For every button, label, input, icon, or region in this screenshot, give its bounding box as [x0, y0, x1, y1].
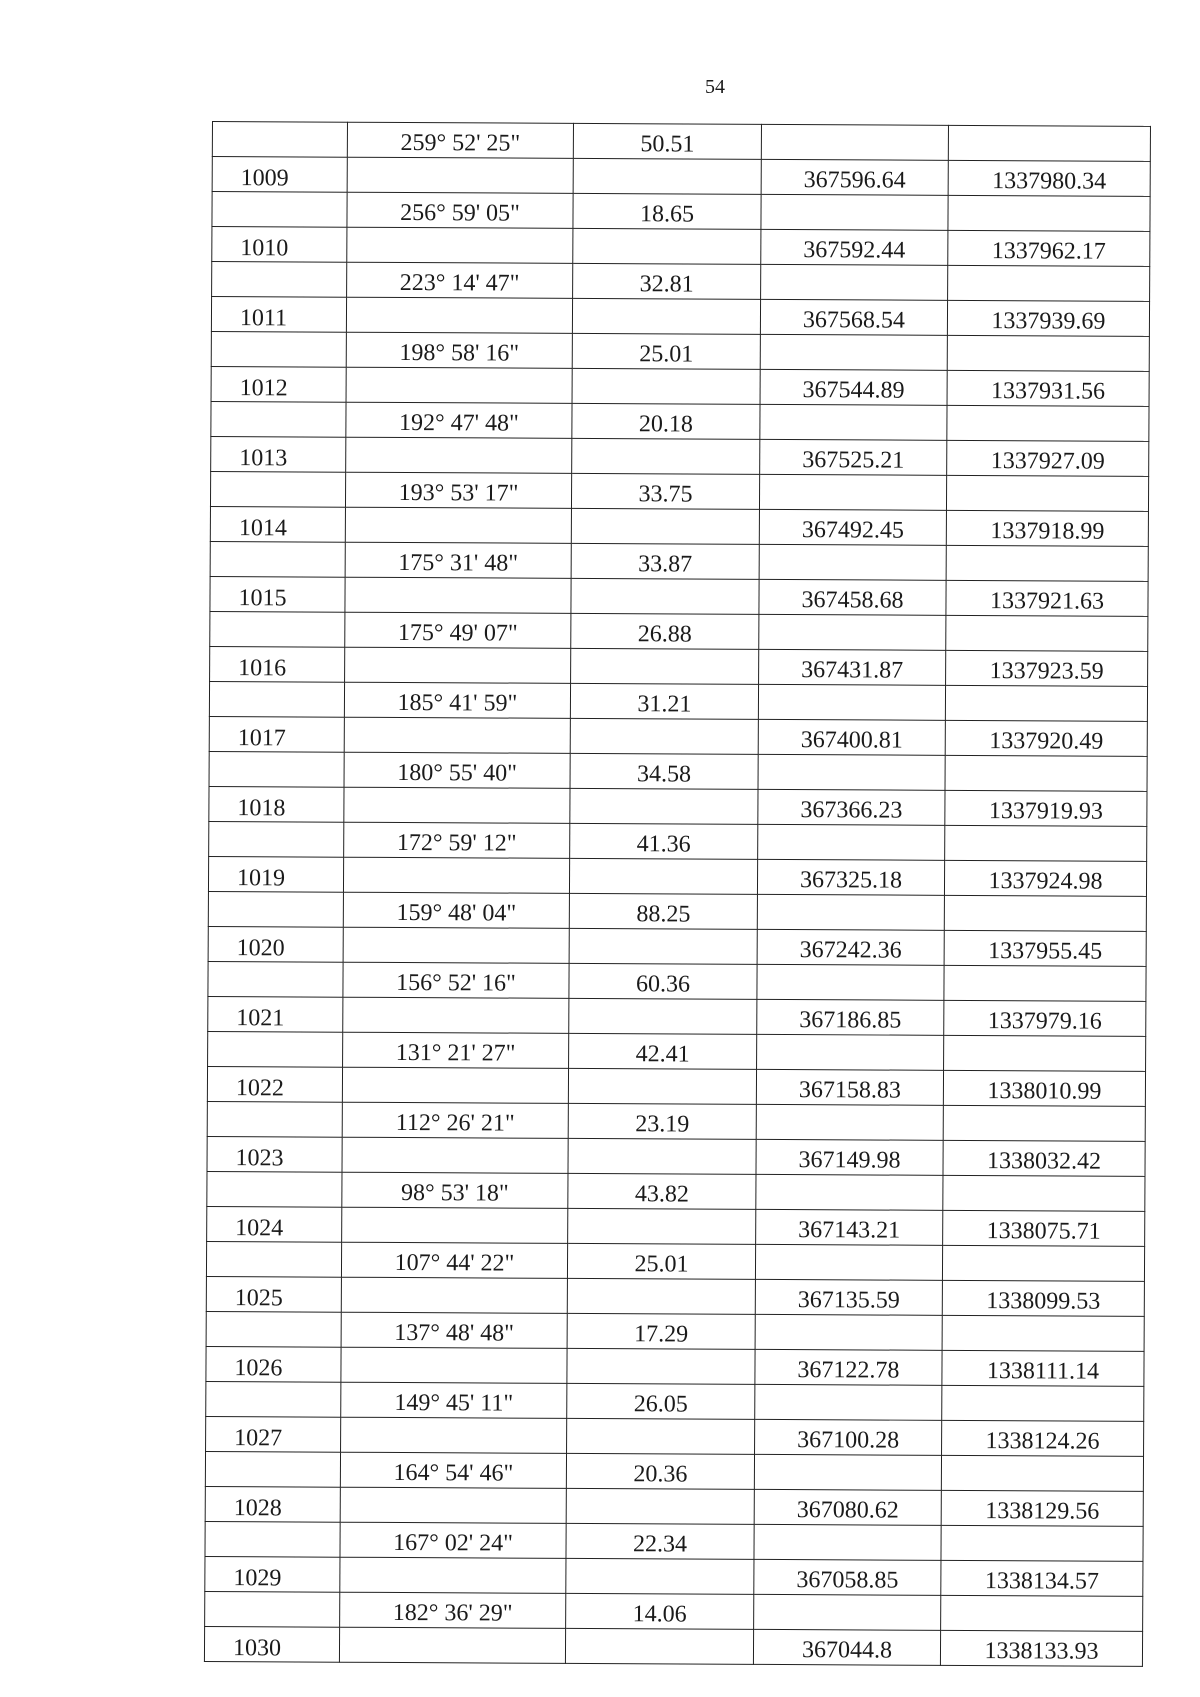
station-cell: [210, 611, 345, 647]
bearing-cell: [344, 787, 570, 823]
northing-cell: [755, 1384, 942, 1420]
northing-cell: 367143.21: [756, 1209, 943, 1245]
bearing-cell: [346, 367, 572, 403]
station-cell: 1023: [207, 1136, 342, 1172]
distance-cell: 25.01: [567, 1243, 755, 1279]
distance-cell: 22.34: [566, 1523, 754, 1559]
easting-cell: [948, 265, 1150, 301]
easting-cell: [947, 405, 1149, 441]
distance-cell: 88.25: [569, 893, 757, 929]
station-cell: [210, 541, 345, 577]
station-row: [206, 1416, 1144, 1456]
northing-cell: 367492.45: [759, 509, 946, 545]
distance-cell: [568, 1068, 756, 1104]
easting-cell: [941, 1525, 1143, 1561]
northing-cell: 367400.81: [758, 719, 945, 755]
easting-cell: [945, 685, 1147, 721]
station-cell: [206, 1241, 341, 1277]
easting-cell: [945, 755, 1147, 791]
bearing-cell: [347, 227, 573, 263]
distance-cell: [569, 858, 757, 894]
distance-cell: [573, 158, 761, 194]
easting-cell: 1337927.09: [947, 440, 1149, 476]
station-row: [205, 1556, 1143, 1596]
easting-cell: [942, 1315, 1144, 1351]
course-row: [205, 1521, 1143, 1561]
bearing-cell: 175° 49' 07": [345, 612, 571, 648]
distance-cell: [567, 1348, 755, 1384]
station-cell: 1010: [212, 227, 347, 263]
easting-cell: 1338124.26: [942, 1420, 1144, 1456]
easting-cell: 1337920.49: [945, 720, 1147, 756]
station-cell: 1029: [205, 1556, 340, 1592]
bearing-cell: 180° 55' 40": [344, 752, 570, 788]
northing-cell: [754, 1454, 941, 1490]
course-row: [208, 961, 1146, 1001]
distance-cell: 14.06: [566, 1593, 754, 1629]
station-cell: 1027: [206, 1416, 341, 1452]
bearing-cell: 107° 44' 22": [341, 1242, 567, 1278]
distance-cell: [572, 368, 760, 404]
station-cell: 1021: [208, 996, 343, 1032]
northing-cell: 367592.44: [761, 229, 948, 265]
easting-cell: [941, 1455, 1143, 1491]
station-cell: [208, 1031, 343, 1067]
easting-cell: 1337924.98: [944, 860, 1146, 896]
bearing-cell: [345, 647, 571, 683]
easting-cell: [944, 965, 1146, 1001]
northing-cell: [757, 1034, 944, 1070]
northing-cell: [759, 614, 946, 650]
distance-cell: 43.82: [568, 1173, 756, 1209]
course-row: [209, 681, 1147, 721]
distance-cell: [567, 1418, 755, 1454]
station-cell: 1019: [208, 856, 343, 892]
northing-cell: 367525.21: [760, 439, 947, 475]
distance-cell: 20.18: [572, 403, 760, 439]
station-cell: 1020: [208, 926, 343, 962]
course-row: [209, 821, 1147, 861]
distance-cell: [572, 438, 760, 474]
easting-cell: 1338010.99: [943, 1070, 1145, 1106]
station-cell: [209, 821, 344, 857]
northing-cell: 367458.68: [759, 579, 946, 615]
distance-cell: [571, 508, 759, 544]
easting-cell: 1338111.14: [942, 1350, 1144, 1386]
bearing-cell: 112° 26' 21": [342, 1102, 568, 1138]
easting-cell: [943, 1175, 1145, 1211]
easting-cell: 1338129.56: [941, 1490, 1143, 1526]
station-row: [207, 1206, 1145, 1246]
distance-cell: [569, 928, 757, 964]
course-row: [208, 1031, 1146, 1071]
station-cell: 1009: [212, 157, 347, 193]
survey-coordinates-table: [204, 121, 1151, 1667]
course-row: [212, 262, 1150, 302]
station-cell: 1011: [211, 297, 346, 333]
distance-cell: 20.36: [566, 1453, 754, 1489]
easting-cell: [948, 125, 1150, 161]
station-cell: 1025: [206, 1276, 341, 1312]
bearing-cell: 167° 02' 24": [340, 1522, 566, 1558]
distance-cell: 18.65: [573, 193, 761, 229]
easting-cell: [947, 335, 1149, 371]
distance-cell: [566, 1488, 754, 1524]
bearing-cell: [340, 1487, 566, 1523]
northing-cell: 367366.23: [758, 789, 945, 825]
easting-cell: 1337980.34: [948, 160, 1150, 196]
course-row: [206, 1241, 1144, 1281]
northing-cell: [758, 684, 945, 720]
station-row: [212, 157, 1150, 197]
station-cell: 1012: [211, 366, 346, 402]
easting-cell: [941, 1595, 1143, 1631]
northing-cell: [756, 1174, 943, 1210]
station-cell: [210, 471, 345, 507]
station-cell: [207, 1171, 342, 1207]
northing-cell: 367080.62: [754, 1489, 941, 1525]
bearing-cell: 198° 58' 16": [346, 332, 572, 368]
station-row: [208, 996, 1146, 1036]
bearing-cell: [343, 857, 569, 893]
station-cell: 1017: [209, 716, 344, 752]
northing-cell: [761, 264, 948, 300]
station-cell: [206, 1381, 341, 1417]
bearing-cell: [344, 717, 570, 753]
northing-cell: 367431.87: [759, 649, 946, 685]
station-row: [206, 1346, 1144, 1386]
bearing-cell: [345, 507, 571, 543]
course-row: [209, 751, 1147, 791]
station-cell: 1014: [210, 506, 345, 542]
station-cell: 1015: [210, 576, 345, 612]
course-row: [208, 891, 1146, 931]
distance-cell: 23.19: [568, 1103, 756, 1139]
station-row: [205, 1486, 1143, 1526]
station-cell: 1013: [211, 436, 346, 472]
distance-cell: 25.01: [572, 333, 760, 369]
station-cell: [212, 192, 347, 228]
easting-cell: 1338032.42: [943, 1140, 1145, 1176]
easting-cell: [946, 545, 1148, 581]
station-row: [211, 436, 1149, 476]
bearing-cell: 149° 45' 11": [341, 1382, 567, 1418]
distance-cell: [565, 1628, 753, 1664]
course-row: [210, 541, 1148, 581]
course-row: [212, 122, 1150, 162]
course-row: [205, 1591, 1143, 1631]
station-cell: [205, 1521, 340, 1557]
bearing-cell: [341, 1417, 567, 1453]
course-row: [211, 401, 1149, 441]
bearing-cell: 192° 47' 48": [346, 402, 572, 438]
station-row: [204, 1626, 1142, 1666]
northing-cell: 367325.18: [757, 859, 944, 895]
bearing-cell: 98° 53' 18": [342, 1172, 568, 1208]
distance-cell: [572, 298, 760, 334]
distance-cell: [567, 1278, 755, 1314]
station-cell: [205, 1451, 340, 1487]
station-row: [207, 1136, 1145, 1176]
northing-cell: [758, 824, 945, 860]
easting-cell: 1337931.56: [947, 370, 1149, 406]
northing-cell: 367058.85: [754, 1559, 941, 1595]
bearing-cell: [346, 437, 572, 473]
station-cell: [208, 891, 343, 927]
station-cell: 1018: [209, 786, 344, 822]
bearing-cell: [342, 1137, 568, 1173]
northing-cell: 367544.89: [760, 369, 947, 405]
distance-cell: [570, 718, 758, 754]
easting-cell: 1338099.53: [942, 1280, 1144, 1316]
northing-cell: [758, 754, 945, 790]
bearing-cell: [343, 997, 569, 1033]
northing-cell: 367158.83: [756, 1069, 943, 1105]
course-row: [211, 331, 1149, 371]
bearing-cell: [346, 297, 572, 333]
table-body: [204, 122, 1150, 1667]
bearing-cell: 259° 52' 25": [347, 122, 573, 158]
station-row: [209, 786, 1147, 826]
northing-cell: [757, 894, 944, 930]
station-cell: [212, 262, 347, 298]
bearing-cell: 256° 59' 05": [347, 192, 573, 228]
distance-cell: [568, 1208, 756, 1244]
distance-cell: [573, 228, 761, 264]
course-row: [207, 1101, 1145, 1141]
northing-cell: 367122.78: [755, 1349, 942, 1385]
bearing-cell: [342, 1207, 568, 1243]
easting-cell: 1337919.93: [945, 790, 1147, 826]
station-row: [206, 1276, 1144, 1316]
bearing-cell: 159° 48' 04": [343, 892, 569, 928]
station-row: [210, 646, 1148, 686]
northing-cell: [761, 194, 948, 230]
northing-cell: [759, 544, 946, 580]
station-row: [208, 856, 1146, 896]
easting-cell: [946, 615, 1148, 651]
easting-cell: [942, 1385, 1144, 1421]
distance-cell: 32.81: [573, 263, 761, 299]
bearing-cell: 175° 31' 48": [345, 542, 571, 578]
distance-cell: 33.75: [571, 473, 759, 509]
distance-cell: 34.58: [570, 753, 758, 789]
station-cell: [208, 961, 343, 997]
course-row: [206, 1311, 1144, 1351]
easting-cell: 1337918.99: [946, 510, 1148, 546]
station-cell: [207, 1101, 342, 1137]
station-cell: [206, 1311, 341, 1347]
easting-cell: 1337979.16: [944, 1000, 1146, 1036]
easting-cell: 1337923.59: [946, 650, 1148, 686]
northing-cell: [754, 1594, 941, 1630]
bearing-cell: [343, 927, 569, 963]
easting-cell: [944, 895, 1146, 931]
distance-cell: 26.88: [571, 613, 759, 649]
easting-cell: [946, 475, 1148, 511]
station-cell: [212, 122, 347, 158]
distance-cell: 50.51: [573, 123, 761, 159]
distance-cell: 26.05: [567, 1383, 755, 1419]
northing-cell: [760, 334, 947, 370]
page-number: 54: [705, 76, 725, 98]
northing-cell: 367568.54: [760, 299, 947, 335]
station-cell: 1028: [205, 1486, 340, 1522]
easting-cell: [945, 825, 1147, 861]
easting-cell: 1337921.63: [946, 580, 1148, 616]
northing-cell: [757, 964, 944, 1000]
bearing-cell: 156° 52' 16": [343, 962, 569, 998]
northing-cell: 367135.59: [755, 1279, 942, 1315]
station-cell: 1030: [204, 1626, 339, 1662]
course-row: [210, 471, 1148, 511]
station-cell: [205, 1591, 340, 1627]
northing-cell: 367044.8: [753, 1629, 940, 1665]
distance-cell: [568, 1138, 756, 1174]
northing-cell: [755, 1244, 942, 1280]
station-row: [212, 227, 1150, 267]
bearing-cell: [341, 1347, 567, 1383]
distance-cell: 41.36: [570, 823, 758, 859]
distance-cell: [566, 1558, 754, 1594]
station-row: [210, 506, 1148, 546]
easting-cell: 1337955.45: [944, 930, 1146, 966]
distance-cell: [569, 998, 757, 1034]
survey-table-wrapper: [204, 121, 1150, 1667]
northing-cell: [756, 1104, 943, 1140]
easting-cell: [942, 1245, 1144, 1281]
northing-cell: 367596.64: [761, 159, 948, 195]
bearing-cell: [342, 1067, 568, 1103]
distance-cell: [570, 788, 758, 824]
station-row: [208, 926, 1146, 966]
bearing-cell: 223° 14' 47": [347, 262, 573, 298]
distance-cell: [571, 578, 759, 614]
course-row: [212, 192, 1150, 232]
distance-cell: 33.87: [571, 543, 759, 579]
bearing-cell: [347, 157, 573, 193]
easting-cell: 1337962.17: [948, 230, 1150, 266]
easting-cell: [944, 1035, 1146, 1071]
easting-cell: 1338133.93: [940, 1630, 1142, 1666]
station-cell: 1024: [207, 1206, 342, 1242]
distance-cell: 42.41: [569, 1033, 757, 1069]
station-cell: [209, 681, 344, 717]
bearing-cell: 137° 48' 48": [341, 1312, 567, 1348]
distance-cell: 17.29: [567, 1313, 755, 1349]
distance-cell: 31.21: [570, 683, 758, 719]
station-row: [211, 366, 1149, 406]
bearing-cell: [340, 1557, 566, 1593]
northing-cell: [755, 1314, 942, 1350]
northing-cell: [760, 404, 947, 440]
course-row: [206, 1381, 1144, 1421]
northing-cell: 367186.85: [757, 999, 944, 1035]
bearing-cell: 193° 53' 17": [345, 472, 571, 508]
station-cell: 1016: [210, 646, 345, 682]
station-row: [211, 297, 1149, 337]
station-cell: 1022: [207, 1066, 342, 1102]
northing-cell: 367149.98: [756, 1139, 943, 1175]
station-cell: [209, 751, 344, 787]
bearing-cell: [341, 1277, 567, 1313]
bearing-cell: [339, 1627, 565, 1663]
northing-cell: 367100.28: [755, 1419, 942, 1455]
bearing-cell: 164° 54' 46": [340, 1452, 566, 1488]
easting-cell: 1337939.69: [947, 300, 1149, 336]
bearing-cell: 172° 59' 12": [344, 822, 570, 858]
station-row: [209, 716, 1147, 756]
station-row: [210, 576, 1148, 616]
easting-cell: [948, 195, 1150, 231]
station-cell: [211, 401, 346, 437]
course-row: [207, 1171, 1145, 1211]
northing-cell: [759, 474, 946, 510]
northing-cell: [754, 1524, 941, 1560]
distance-cell: 60.36: [569, 963, 757, 999]
easting-cell: 1338075.71: [943, 1210, 1145, 1246]
easting-cell: [943, 1105, 1145, 1141]
station-cell: [211, 331, 346, 367]
bearing-cell: [345, 577, 571, 613]
station-cell: 1026: [206, 1346, 341, 1382]
easting-cell: 1338134.57: [941, 1560, 1143, 1596]
station-row: [207, 1066, 1145, 1106]
northing-cell: [761, 124, 948, 160]
course-row: [205, 1451, 1143, 1491]
northing-cell: 367242.36: [757, 929, 944, 965]
distance-cell: [571, 648, 759, 684]
bearing-cell: 131° 21' 27": [343, 1032, 569, 1068]
course-row: [210, 611, 1148, 651]
bearing-cell: 182° 36' 29": [340, 1592, 566, 1628]
bearing-cell: 185° 41' 59": [344, 682, 570, 718]
